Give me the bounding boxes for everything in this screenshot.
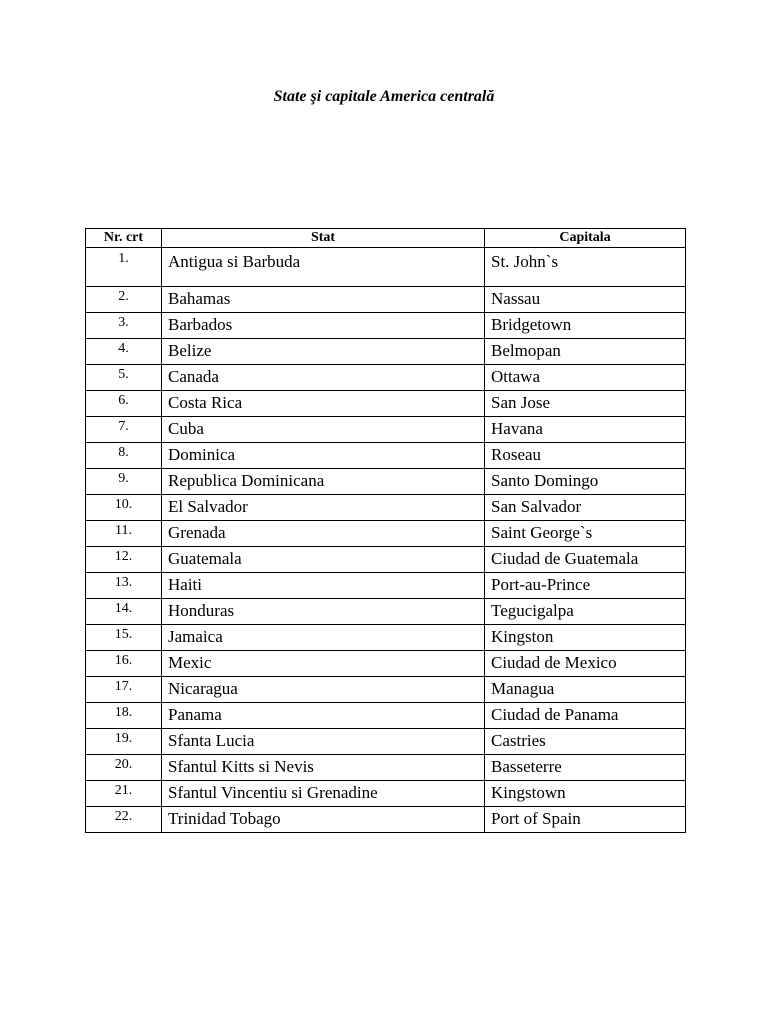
capital-cell: Belmopan <box>485 339 686 365</box>
table-row <box>86 391 686 417</box>
capital-cell: Ciudad de Panama <box>485 703 686 729</box>
country-cell: Cuba <box>162 417 485 443</box>
row-number-cell: 8. <box>86 443 162 469</box>
table-row <box>86 287 686 313</box>
table-row <box>86 495 686 521</box>
page-title: State şi capitale America centrală <box>273 88 495 105</box>
row-number-cell: 19. <box>86 729 162 755</box>
table-row <box>86 417 686 443</box>
table-row <box>86 729 686 755</box>
column-header-stat: Stat <box>162 229 485 248</box>
capital-cell: Saint George`s <box>485 521 686 547</box>
capital-cell: Ciudad de Mexico <box>485 651 686 677</box>
country-cell: El Salvador <box>162 495 485 521</box>
row-number-cell: 13. <box>86 573 162 599</box>
table-row <box>86 365 686 391</box>
capital-cell: Kingston <box>485 625 686 651</box>
row-number-cell: 2. <box>86 287 162 313</box>
country-cell: Sfantul Vincentiu si Grenadine <box>162 781 485 807</box>
table-row <box>86 677 686 703</box>
capital-cell: Roseau <box>485 443 686 469</box>
row-number-cell: 6. <box>86 391 162 417</box>
country-cell: Haiti <box>162 573 485 599</box>
table-row <box>86 599 686 625</box>
country-cell: Sfanta Lucia <box>162 729 485 755</box>
row-number-cell: 20. <box>86 755 162 781</box>
table-row <box>86 339 686 365</box>
capital-cell: Tegucigalpa <box>485 599 686 625</box>
row-number-cell: 1. <box>86 248 162 287</box>
row-number-cell: 11. <box>86 521 162 547</box>
capital-cell: Havana <box>485 417 686 443</box>
capital-cell: San Salvador <box>485 495 686 521</box>
table-row <box>86 443 686 469</box>
capital-cell: St. John`s <box>485 248 686 287</box>
country-cell: Antigua si Barbuda <box>162 248 485 287</box>
row-number-cell: 12. <box>86 547 162 573</box>
country-cell: Mexic <box>162 651 485 677</box>
capital-cell: Castries <box>485 729 686 755</box>
countries-table <box>85 228 686 833</box>
country-cell: Republica Dominicana <box>162 469 485 495</box>
table-row <box>86 521 686 547</box>
table-row <box>86 703 686 729</box>
column-header-nr: Nr. crt <box>86 229 162 248</box>
table-row <box>86 807 686 833</box>
table-row <box>86 469 686 495</box>
country-cell: Panama <box>162 703 485 729</box>
table-header-row <box>86 229 686 248</box>
capital-cell: Ciudad de Guatemala <box>485 547 686 573</box>
country-cell: Barbados <box>162 313 485 339</box>
row-number-cell: 14. <box>86 599 162 625</box>
row-number-cell: 10. <box>86 495 162 521</box>
table-body <box>86 248 686 833</box>
country-cell: Honduras <box>162 599 485 625</box>
capital-cell: Ottawa <box>485 365 686 391</box>
row-number-cell: 7. <box>86 417 162 443</box>
table-row <box>86 547 686 573</box>
capital-cell: Nassau <box>485 287 686 313</box>
row-number-cell: 3. <box>86 313 162 339</box>
country-cell: Jamaica <box>162 625 485 651</box>
capital-cell: Managua <box>485 677 686 703</box>
table-row <box>86 313 686 339</box>
capital-cell: Bridgetown <box>485 313 686 339</box>
country-cell: Dominica <box>162 443 485 469</box>
table-row <box>86 625 686 651</box>
country-cell: Belize <box>162 339 485 365</box>
capital-cell: Kingstown <box>485 781 686 807</box>
row-number-cell: 16. <box>86 651 162 677</box>
capital-cell: Santo Domingo <box>485 469 686 495</box>
row-number-cell: 4. <box>86 339 162 365</box>
column-header-capitala: Capitala <box>485 229 686 248</box>
table-row <box>86 651 686 677</box>
row-number-cell: 21. <box>86 781 162 807</box>
capital-cell: Basseterre <box>485 755 686 781</box>
country-cell: Sfantul Kitts si Nevis <box>162 755 485 781</box>
country-cell: Grenada <box>162 521 485 547</box>
country-cell: Trinidad Tobago <box>162 807 485 833</box>
row-number-cell: 18. <box>86 703 162 729</box>
country-cell: Nicaragua <box>162 677 485 703</box>
table-row <box>86 573 686 599</box>
capital-cell: Port-au-Prince <box>485 573 686 599</box>
table-row <box>86 781 686 807</box>
capital-cell: Port of Spain <box>485 807 686 833</box>
row-number-cell: 22. <box>86 807 162 833</box>
country-cell: Canada <box>162 365 485 391</box>
row-number-cell: 9. <box>86 469 162 495</box>
row-number-cell: 17. <box>86 677 162 703</box>
country-cell: Bahamas <box>162 287 485 313</box>
country-cell: Guatemala <box>162 547 485 573</box>
row-number-cell: 15. <box>86 625 162 651</box>
table-row <box>86 755 686 781</box>
country-cell: Costa Rica <box>162 391 485 417</box>
row-number-cell: 5. <box>86 365 162 391</box>
table-row <box>86 248 686 287</box>
capital-cell: San Jose <box>485 391 686 417</box>
